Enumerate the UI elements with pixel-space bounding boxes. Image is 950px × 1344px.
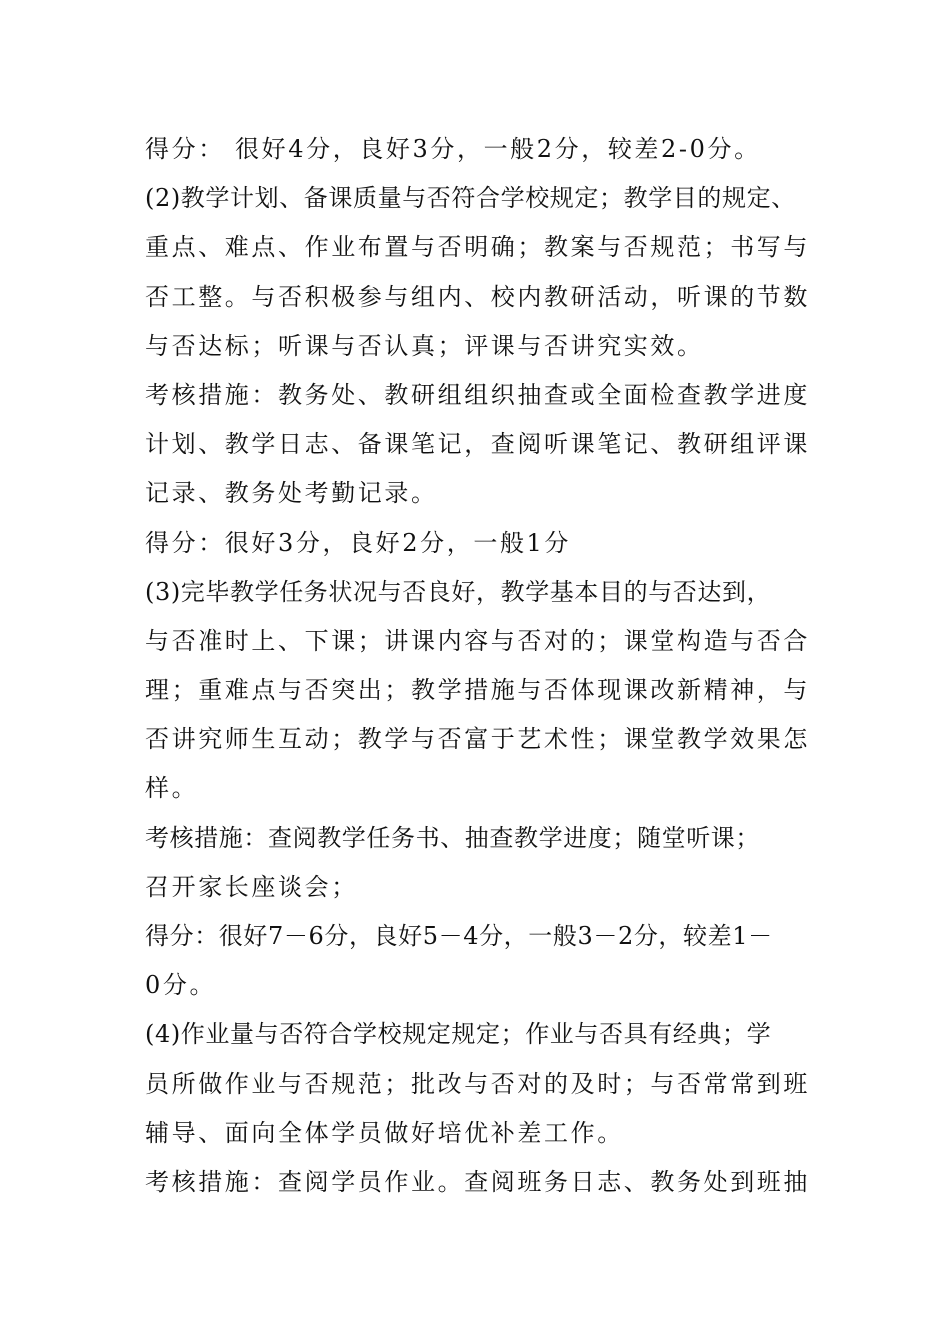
- text-line: 辅导、面向全体学员做好培优补差工作。: [145, 1118, 624, 1147]
- text-line: 员所做作业与否规范；批改与否对的及时；与否常常到班: [145, 1069, 810, 1098]
- text-line: 理；重难点与否突出；教学措施与否体现课改新精神，与: [145, 676, 810, 705]
- text-line: 计划、教学日志、备课笔记，查阅听课笔记、教研组评课: [145, 430, 810, 459]
- text-line: (2)教学计划、备课质量与否符合学校规定；教学目的规定、: [145, 184, 796, 213]
- text-line: 得分： 很好4分，良好3分，一般2分，较差2-0分。: [145, 135, 761, 163]
- text-line: (4)作业量与否符合学校规定规定；作业与否具有经典；学: [145, 1020, 772, 1049]
- text-line: 得分：很好3分，良好2分，一般1分: [145, 528, 572, 557]
- text-line: 记录、教务处考勤记录。: [145, 479, 438, 508]
- text-line: 召开家长座谈会；: [145, 872, 358, 901]
- text-line: 0分。: [145, 971, 217, 1000]
- text-line: 与否达标；听课与否认真；评课与否讲究实效。: [145, 331, 704, 360]
- text-line: (3)完毕教学任务状况与否良好，教学基本目的与否达到，: [145, 577, 772, 606]
- text-line: 得分：很好7－6分，良好5－4分，一般3－2分，较差1－: [145, 922, 773, 950]
- text-line: 否工整。与否积极参与组内、校内教研活动，听课的节数: [145, 282, 810, 311]
- text-line: 重点、难点、作业布置与否明确；教案与否规范；书写与: [145, 233, 810, 262]
- text-line: 否讲究师生互动；教学与否富于艺术性；课堂教学效果怎: [145, 725, 810, 754]
- text-line: 考核措施：查阅教学任务书、抽查教学进度；随堂听课；: [145, 823, 760, 852]
- text-line: 与否准时上、下课；讲课内容与否对的；课堂构造与否合: [145, 626, 810, 655]
- text-line: 考核措施：查阅学员作业。查阅班务日志、教务处到班抽: [145, 1167, 810, 1196]
- document-body: [145, 125, 817, 1207]
- text-line: 考核措施：教务处、教研组组织抽查或全面检查教学进度: [145, 380, 810, 409]
- text-line: 样。: [145, 774, 199, 803]
